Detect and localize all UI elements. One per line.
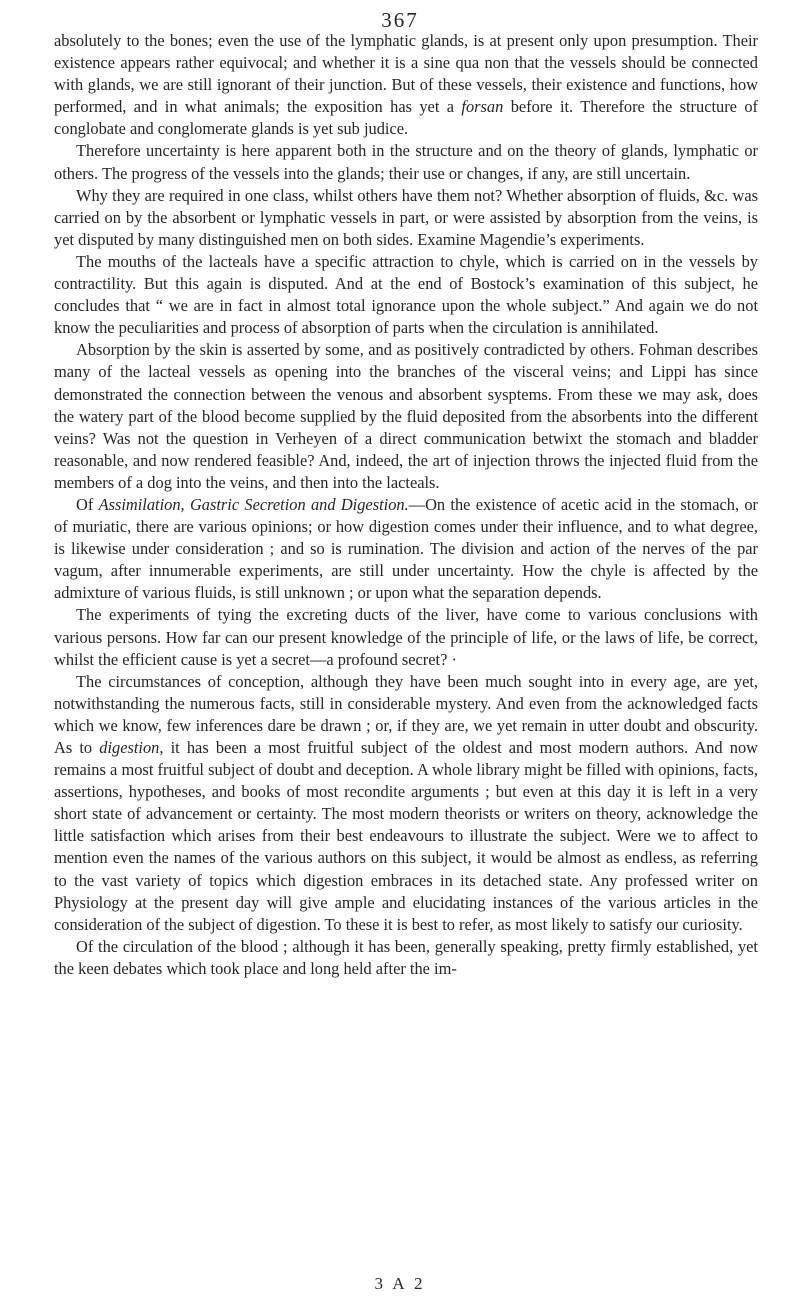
paragraph: absolutely to the bones; even the use of the lymphatic glands, is at present only upon presumption. Their existence appears rather equivocal; and whether it is a sine qua non that the vessels should be connected with glands, we are still ignorant of their junction. But of these vessels, their existence and functions, how performed, and in what animals; the exposition has yet a forsan before it. Therefore the structure of conglobate and conglomerate glands is yet sub judice.: [54, 31, 758, 139]
section-heading: Assimilation, Gastric Secretion and Digestion.: [98, 494, 409, 514]
signature-mark: 3 A 2: [374, 1274, 426, 1293]
body-text: [54, 30, 758, 980]
paragraph: Why they are required in one class, whilst others have them not? Whether absorption of fluids, &c. was carried on by the absorbent or lymphatic vessels in part, or were assisted by absorption from the veins, is yet disputed by many distinguished men on both sides. Examine Magendie’s experiments.: [54, 185, 758, 249]
paragraph: Of the circulation of the blood ; although it has been, generally speaking, pretty firmly established, yet the keen debates which took place and long held after the im-: [54, 936, 758, 978]
paragraph: The experiments of tying the excreting ducts of the liver, have come to various conclusions with various persons. How far can our present knowledge of the principle of life, or the laws of life, be correct, whilst the efficient cause is yet a secret—a profound secret? ·: [54, 605, 758, 669]
paragraph: The mouths of the lacteals have a specific attraction to chyle, which is carried on in the vessels by contractility. But this again is disputed. And at the end of Bostock’s examination of this subject, he concludes that “ we are in fact in almost total ignorance upon the whole subject.” And again we do not know the peculiarities and process of absorption of parts when the circulation is annihilated.: [54, 251, 758, 338]
paragraph: Therefore uncertainty is here apparent both in the structure and on the theory of glands, lymphatic or others. The progress of the vessels into the glands; their use or changes, if any, are still uncertain.: [54, 141, 758, 183]
page-number: 367: [381, 8, 419, 32]
paragraph: Of Assimilation, Gastric Secretion and Digestion.—On the existence of acetic acid in the stomach, or of muriatic, there are various opinions; or how digestion comes under their influence, and to what degree, is likewise under consideration ; and so is rumination. The division and action of the nerves of the par vagum, after innumerable experiments, are still under uncertainty. How the chyle is affected by the admixture of various fluids, is still unknown ; or upon what the separation depends.: [54, 494, 758, 603]
paragraph: Absorption by the skin is asserted by some, and as positively contradicted by others. Fohman describes many of the lacteal vessels as opening into the branches of the visceral veins; and Lippi has since demonstrated the connection between the venous and absorbent sysptems. From these we may ask, does the watery part of the blood become supplied by the fluid deposited from the absorbents into the different veins? Was not the question in Verheyen of a direct communication betwixt the stomach and bladder reasonable, and now rendered feasible? And, indeed, the art of injection throws the injected fluid from the members of a dog into the veins, and then into the lacteals.: [54, 340, 758, 492]
paragraph: The circumstances of conception, although they have been much sought into in every age, are yet, notwithstanding the numerous facts, still in considerable mystery. And even from the acknowledged facts which we know, few inferences dare be drawn ; or, if they are, we yet remain in utter doubt and obscurity. As to digestion, it has been a most fruitful subject of the oldest and most modern authors. And now remains a most fruitful subject of doubt and deception. A whole library might be filled with opinions, facts, assertions, hypotheses, and books of most recondite arguments ; but even at this day it is left in a very short state of advancement or certainty. The most modern theorists or writers on theory, acknowledge the little satisfaction which arises from their best endeavours to illustrate the subject. Were we to affect to mention even the names of the various authors on this subject, it would be almost as endless, as referring to the vast variety of topics which digestion embraces in its detached state. Any professed writer on Physiology at the present day will give ample and elucidating instances of the various articles in the consideration of the subject of digestion. To these it is best to refer, as most likely to satisfy our curiosity.: [54, 671, 758, 934]
